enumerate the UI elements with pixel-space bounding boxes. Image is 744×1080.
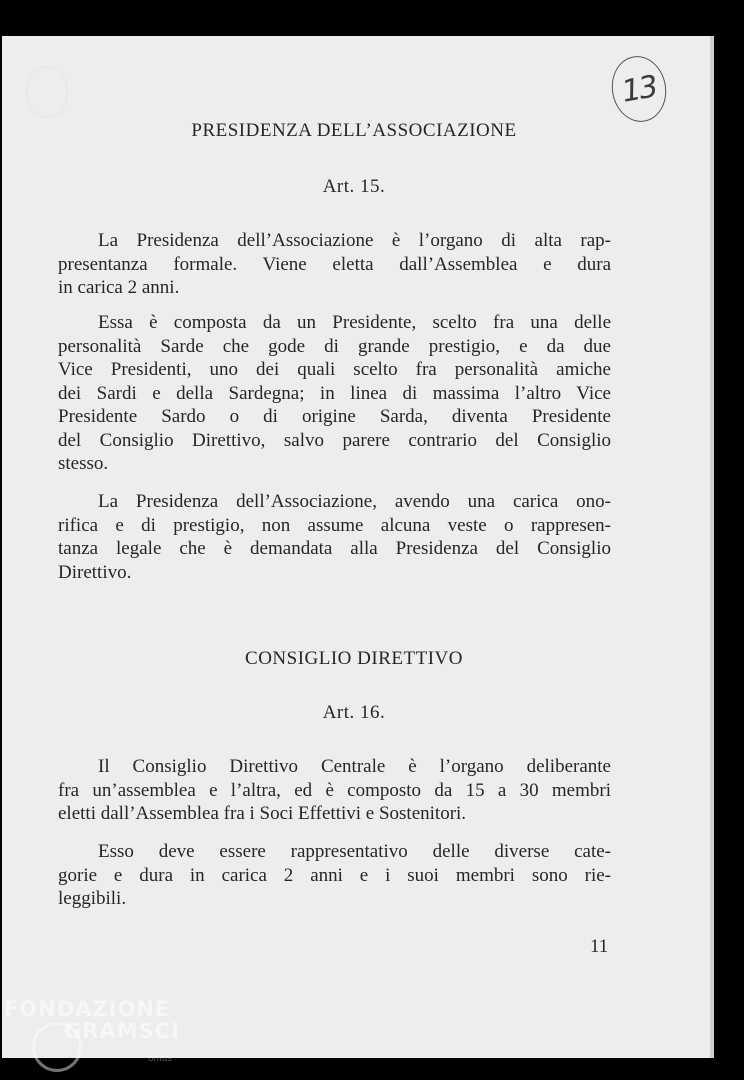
handwritten-page-number: 13: [607, 52, 672, 126]
text-line: La Presidenza dell’Associazione, avendo una carica ono-: [98, 491, 611, 512]
text-line: stesso.: [58, 453, 109, 474]
text-line: Esso deve essere rappresentativo delle diverse cate-: [98, 841, 611, 862]
text-line: rifica e di prestigio, non assume alcuna veste o rappresen-: [58, 514, 611, 536]
text-line: Vice Presidenti, uno dei quali scelto fra personalità amiche: [58, 359, 611, 380]
text-line: fra un’assemblea e l’altra, ed è composto da 15 a 30 membri: [58, 779, 611, 801]
paragraph: [58, 755, 611, 826]
text-line: del Consiglio Direttivo, salvo parere contrario del Consiglio: [58, 429, 611, 451]
page-number: 11: [590, 936, 609, 957]
text-line: Il Consiglio Direttivo Centrale è l’organo deliberante: [98, 756, 611, 777]
bleed-through-mark: [26, 66, 68, 118]
section-title: PRESIDENZA DELL’ASSOCIAZIONE: [191, 120, 517, 141]
text-line: Essa è composta da un Presidente, scelto fra una delle: [98, 312, 611, 333]
page-edge: [710, 36, 714, 1058]
paragraph: [58, 490, 611, 584]
paragraph: [58, 229, 611, 300]
article-number: Art. 15.: [322, 176, 386, 197]
text-line: La Presidenza dell’Associazione è l’organo di alta rap-: [98, 230, 611, 251]
watermark-subtext: onlus: [148, 1054, 173, 1064]
text-line: Direttivo.: [58, 561, 132, 583]
article-number: Art. 16.: [322, 702, 386, 723]
text-line: dei Sardi e della Sardegna; in linea di massima l’altro Vice: [58, 382, 611, 404]
paragraph: [58, 840, 611, 911]
text-line: Presidente Sardo o di origine Sarda, diventa Presidente: [58, 406, 611, 427]
text-line: leggibili.: [58, 888, 127, 909]
text-line: tanza legale che è demandata alla Presidenza del Consiglio: [58, 538, 611, 559]
text-line: personalità Sarde che gode di grande prestigio, e da due: [58, 335, 611, 357]
section-title: CONSIGLIO DIRETTIVO: [245, 648, 463, 669]
watermark-line-2: GRAMSCI: [64, 1019, 180, 1043]
text-line: in carica 2 anni.: [58, 277, 180, 298]
watermark-line-1: FONDAZIONE: [4, 997, 171, 1021]
paragraph: [58, 311, 611, 476]
text-line: presentanza formale. Viene eletta dall’Assemblea e dura: [58, 253, 611, 275]
watermark: [4, 998, 180, 1042]
text-line: gorie e dura in carica 2 anni e i suoi membri sono rie-: [58, 864, 611, 886]
text-line: eletti dall’Assemblea fra i Soci Effettivi e Sostenitori.: [58, 803, 467, 824]
